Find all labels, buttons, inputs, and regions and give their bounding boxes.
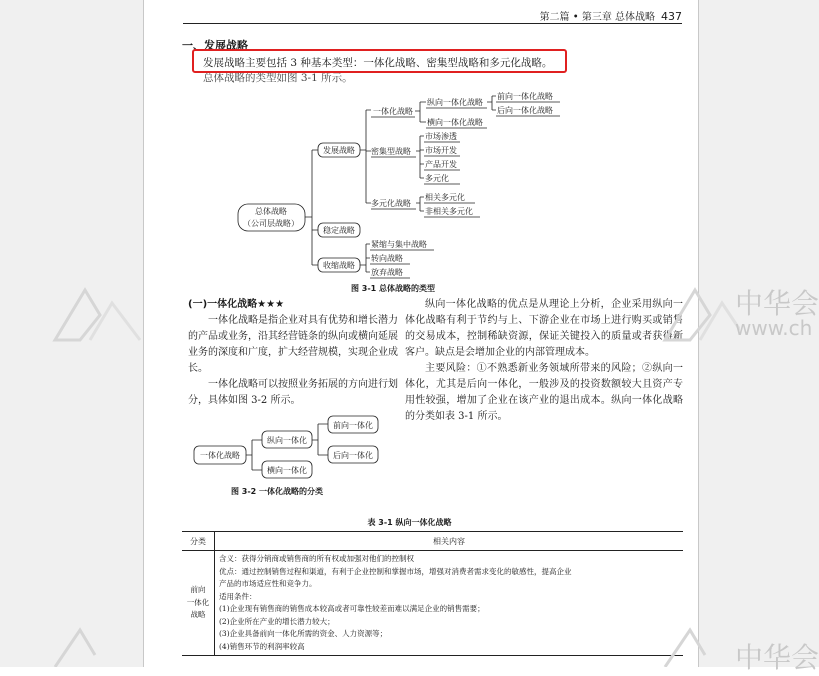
table-line: 产品的市场适应性和竞争力。 xyxy=(219,579,317,588)
row-label-line: 前向 xyxy=(190,585,206,595)
tree-node-diversification: 多元化战略 xyxy=(371,199,411,208)
table-line: (3)企业具备前向一体化所需的资金、人力资源等； xyxy=(219,629,388,638)
right-paragraph-2: 主要风险：①不熟悉新业务领域所带来的风险；②纵向一体化，尤其是后向一体化，一般涉及的投资数额较大且资产专用性较强，增加了企业在该产业的退出成本。纵向一体化战略的分类如表 3-1 所示。 xyxy=(405,363,683,422)
row-label-line: 一体化 xyxy=(186,597,210,607)
table-line: 优点：通过控制销售过程和渠道，有利于企业控制和掌握市场，增强对消费者需求变化的敏感性，提高企业 xyxy=(219,566,572,576)
tree-root-line2: （公司层战略） xyxy=(243,219,299,228)
tree-node-vertical: 纵向一体化战略 xyxy=(427,98,483,107)
tree-node-integration: 一体化战略 xyxy=(373,107,413,116)
table-header-row xyxy=(182,532,683,551)
tree-node-horizontal: 横向一体化战略 xyxy=(427,118,483,127)
figure1-caption: 图 3-1 总体战略的类型 xyxy=(351,284,436,293)
table-line: 适用条件： xyxy=(219,591,257,601)
right-paragraph-1: 纵向一体化战略的优点是从理论上分析，企业采用纵向一体化战略有利于节约与上、下游企业在市场上进行购买或销售的交易成本，控制稀缺资源，保证关键投入的质量或者获得新客户。缺点是会增加企业的内部管理成本。 xyxy=(405,299,683,358)
intro-figure-reference: 总体战略的类型如图 3-1 所示。 xyxy=(203,72,353,84)
watermark-text: 中华会 xyxy=(735,287,819,320)
subsection-title: (一)一体化战略★★★ xyxy=(188,299,285,310)
fig2-forward: 前向一体化 xyxy=(333,421,373,430)
watermark-logo-icon xyxy=(660,285,740,345)
tree-node-development: 发展战略 xyxy=(323,146,355,155)
page-number: 437 xyxy=(661,10,682,23)
tree-node-market-penetration: 市场渗透 xyxy=(425,132,457,141)
tree-node-unrelated-diversification: 非相关多元化 xyxy=(425,207,473,216)
tree-node-retrenchment: 收缩战略 xyxy=(323,261,355,270)
fig2-root: 一体化战略 xyxy=(200,451,240,460)
row-label-line: 战略 xyxy=(190,610,206,620)
tree-node-stability: 稳定战略 xyxy=(323,226,355,235)
watermark-url: www.ch xyxy=(735,316,813,340)
table-line: (2)企业所在产业的增长潜力较大； xyxy=(219,616,335,626)
header-text: 第二篇 • 第三章 总体战略 xyxy=(539,12,655,23)
red-highlight-box xyxy=(192,49,567,73)
fig2-backward: 后向一体化 xyxy=(333,451,373,460)
table-row-label xyxy=(182,551,215,656)
tree-root-line1: 总体战略 xyxy=(255,207,287,216)
table-row-content xyxy=(215,551,684,656)
watermark-text: 中华会 xyxy=(735,641,819,674)
tree-node-intensive-diversification: 多元化 xyxy=(425,174,449,183)
watermark-logo-icon xyxy=(50,625,145,667)
running-header xyxy=(183,8,682,22)
tree-node-divestiture: 放弃战略 xyxy=(371,268,403,277)
watermark-logo-icon xyxy=(50,285,145,345)
header-rule xyxy=(183,23,682,24)
tree-node-intensive: 密集型战略 xyxy=(371,147,411,156)
table-line: 含义：获得分销商或销售商的所有权或加强对他们的控制权 xyxy=(219,554,414,563)
table-header-content: 相关内容 xyxy=(215,532,684,551)
figure2-caption: 图 3-2 一体化战略的分类 xyxy=(231,487,324,496)
section-title: 一、发展战略 xyxy=(182,39,248,52)
tree-node-market-development: 市场开发 xyxy=(425,146,457,155)
table-row xyxy=(182,551,683,656)
vertical-integration-table xyxy=(182,531,683,656)
table-caption: 表 3-1 纵向一体化战略 xyxy=(367,518,452,527)
left-column xyxy=(188,297,398,409)
fig2-vertical: 纵向一体化 xyxy=(267,436,307,445)
fig2-horizontal: 横向一体化 xyxy=(267,466,307,475)
right-column xyxy=(405,297,683,425)
watermark-logo-icon xyxy=(660,625,740,667)
table-line: (4)销售环节的利润率较高 xyxy=(219,641,305,651)
tree-node-turnaround: 转向战略 xyxy=(371,254,403,263)
left-paragraph-2: 一体化战略可以按照业务拓展的方向进行划分，具体如图 3-2 所示。 xyxy=(188,379,398,406)
left-paragraph-1: 一体化战略是指企业对具有优势和增长潜力的产品或业务，沿其经营链条的纵向或横向延展业务的深度和广度，扩大经营规模，实现企业成长。 xyxy=(188,315,398,374)
tree-node-forward: 前向一体化战略 xyxy=(497,92,553,101)
intro-highlighted-text: 发展战略主要包括 3 种基本类型：一体化战略、密集型战略和多元化战略。 xyxy=(203,57,553,69)
tree-node-product-development: 产品开发 xyxy=(425,160,457,169)
tree-node-related-diversification: 相关多元化 xyxy=(425,193,465,202)
table-line: (1)企业现有销售商的销售成本较高或者可靠性较差而难以满足企业的销售需要； xyxy=(219,604,485,613)
tree-node-backward: 后向一体化战略 xyxy=(497,106,553,115)
table-header-category: 分类 xyxy=(182,532,215,551)
tree-node-contraction: 紧缩与集中战略 xyxy=(371,240,427,249)
